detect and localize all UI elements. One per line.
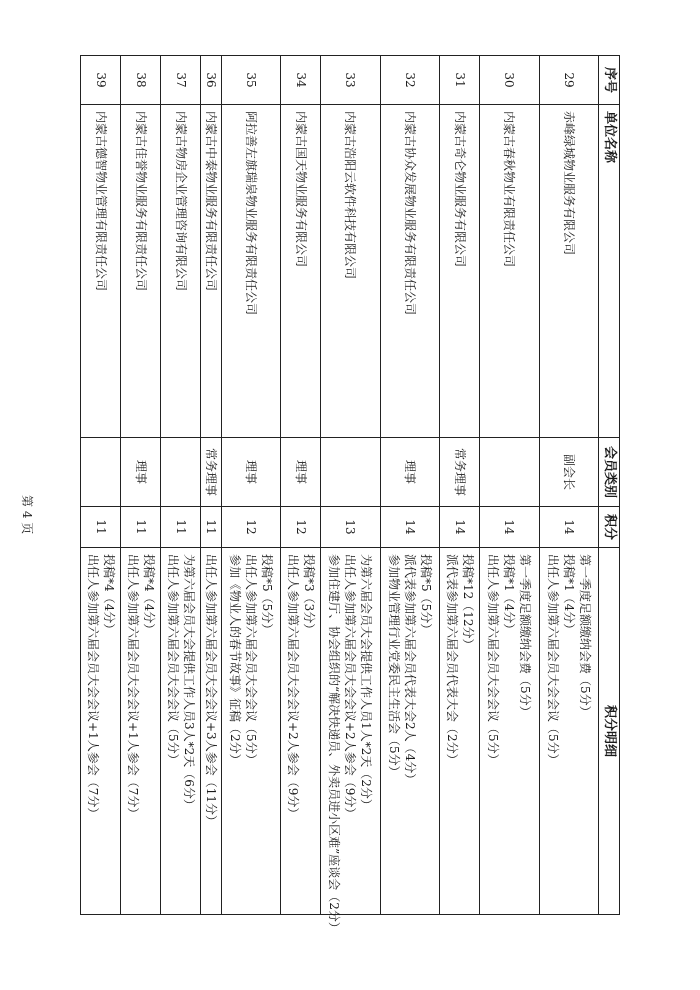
detail-line: 为第六届会员大会提供工作人员3人*2天（6分） (181, 554, 196, 811)
cell-no: 32 (380, 56, 439, 105)
cell-no: 35 (221, 56, 280, 105)
cell-detail (81, 548, 121, 915)
cell-no: 38 (121, 56, 161, 105)
cell-no: 30 (480, 56, 539, 105)
header-type: 会员类别 (599, 438, 620, 507)
cell-type: 常务理事 (201, 438, 222, 507)
table-row (440, 56, 480, 915)
detail-line: 派代表参加第六届会员代表大会（2分） (444, 554, 459, 766)
table-row (201, 56, 222, 915)
cell-type: 副会长 (539, 438, 598, 507)
detail-line: 第一季度足额缴纳会费（5分） (518, 554, 533, 718)
cell-no: 37 (161, 56, 201, 105)
header-score: 积分 (599, 507, 620, 548)
table-row (161, 56, 201, 915)
detail-line: 投稿*5（5分） (259, 554, 274, 636)
cell-score: 11 (81, 507, 121, 548)
cell-detail (281, 548, 321, 915)
header-name: 单位名称 (599, 105, 620, 438)
detail-line: 投稿*4（4分） (101, 554, 116, 636)
points-table-sheet (80, 55, 620, 934)
cell-score: 14 (380, 507, 439, 548)
cell-score: 11 (161, 507, 201, 548)
detail-line: 出任人参加第六届会员大会会议+2人参会（9分） (343, 554, 358, 820)
table-row (81, 56, 121, 915)
cell-score: 12 (221, 507, 280, 548)
cell-score: 14 (539, 507, 598, 548)
detail-line: 投稿*3（3分） (301, 554, 316, 636)
detail-line: 派代表参加第六届会员代表大会2人（4分） (402, 554, 417, 786)
cell-no: 36 (201, 56, 222, 105)
cell-no: 31 (440, 56, 480, 105)
cell-name: 阿拉善左旗瑞泉物业服务有限责任公司 (221, 105, 280, 438)
cell-no: 29 (539, 56, 598, 105)
table-row (539, 56, 598, 915)
cell-name: 内蒙古德智物业管理有限责任公司 (81, 105, 121, 438)
cell-type (480, 438, 539, 507)
cell-no: 34 (281, 56, 321, 105)
detail-line: 出任人参加第六届会员大会会议（5分） (165, 554, 180, 766)
cell-name: 内蒙古物房企业管理咨询有限公司 (161, 105, 201, 438)
cell-detail (201, 548, 222, 915)
cell-name: 内蒙古佳誉物业服务有限责任公司 (121, 105, 161, 438)
cell-detail (161, 548, 201, 915)
cell-type (321, 438, 380, 507)
cell-detail (480, 548, 539, 915)
table-row (121, 56, 161, 915)
cell-score: 11 (201, 507, 222, 548)
detail-line: 出任人参加第六届会员大会会议+1人参会（7分） (85, 554, 100, 820)
detail-line: 出任人参加第六届会员大会会议（5分） (545, 554, 560, 766)
cell-name: 内蒙古浩阳云软件科技有限公司 (321, 105, 380, 438)
cell-score: 11 (121, 507, 161, 548)
detail-line: 参加住建厅、协会组织的“解决快递员、外卖员进小区难”座谈会（2分） (327, 554, 342, 934)
cell-name: 内蒙古协众发展物业服务有限责任公司 (380, 105, 439, 438)
cell-detail (121, 548, 161, 915)
points-table (80, 55, 620, 934)
cell-detail (440, 548, 480, 915)
detail-line: 参加《物业人的春节故事》征稿（2分） (227, 554, 242, 766)
cell-detail (221, 548, 280, 915)
table-header-row (599, 56, 620, 915)
table-body (81, 56, 599, 934)
table-row (221, 56, 280, 915)
table-row (321, 56, 380, 915)
cell-name: 内蒙古春秋物业有限责任公司 (480, 105, 539, 438)
detail-line: 出任人参加第六届会员大会会议+1人参会（7分） (125, 554, 140, 820)
header-detail: 积分明细 (599, 548, 620, 915)
cell-detail (380, 548, 439, 915)
cell-type: 常务理事 (440, 438, 480, 507)
detail-line: 投稿*12（12分） (460, 554, 475, 651)
detail-line: 投稿*5（5分） (418, 554, 433, 636)
table-row (281, 56, 321, 915)
cell-no: 33 (321, 56, 380, 105)
cell-detail (321, 548, 380, 934)
cell-detail (539, 548, 598, 915)
cell-type: 理事 (380, 438, 439, 507)
cell-name: 内蒙古国天物业服务有限公司 (281, 105, 321, 438)
detail-line: 投稿*4（4分） (141, 554, 156, 636)
detail-line: 第一季度足额缴纳会费（5分） (577, 554, 592, 718)
detail-line: 投稿*1（4分） (561, 554, 576, 636)
header-no: 序号 (599, 56, 620, 105)
cell-name: 内蒙古中泰物业服务有限责任公司 (201, 105, 222, 438)
table-row (480, 56, 539, 915)
detail-line: 出任人参加第六届会员大会会议（5分） (486, 554, 501, 766)
cell-score: 13 (321, 507, 380, 548)
cell-type: 理事 (221, 438, 280, 507)
page-number: 第 4 页 (20, 495, 34, 535)
detail-line: 参加物业管理行业党委民主生活会（5分） (386, 554, 401, 778)
cell-score: 12 (281, 507, 321, 548)
cell-score: 14 (480, 507, 539, 548)
detail-line: 为第六届会员大会提供工作人员1人*2天（2分） (359, 554, 374, 811)
cell-no: 39 (81, 56, 121, 105)
detail-line: 出任人参加第六届会员大会会议（5分） (243, 554, 258, 766)
cell-type (161, 438, 201, 507)
detail-line: 出任人参加第六届会员大会会议+2人参会（9分） (285, 554, 300, 820)
detail-line: 投稿*1（4分） (502, 554, 517, 636)
cell-type: 理事 (281, 438, 321, 507)
cell-type (81, 438, 121, 507)
cell-type: 理事 (121, 438, 161, 507)
cell-name: 赤峰绿城物业服务有限公司 (539, 105, 598, 438)
cell-score: 14 (440, 507, 480, 548)
detail-line: 出任人参加第六届会员大会会议+3人参会（11分） (203, 554, 218, 827)
table-row (380, 56, 439, 915)
cell-name: 内蒙古奇仑物业服务有限公司 (440, 105, 480, 438)
